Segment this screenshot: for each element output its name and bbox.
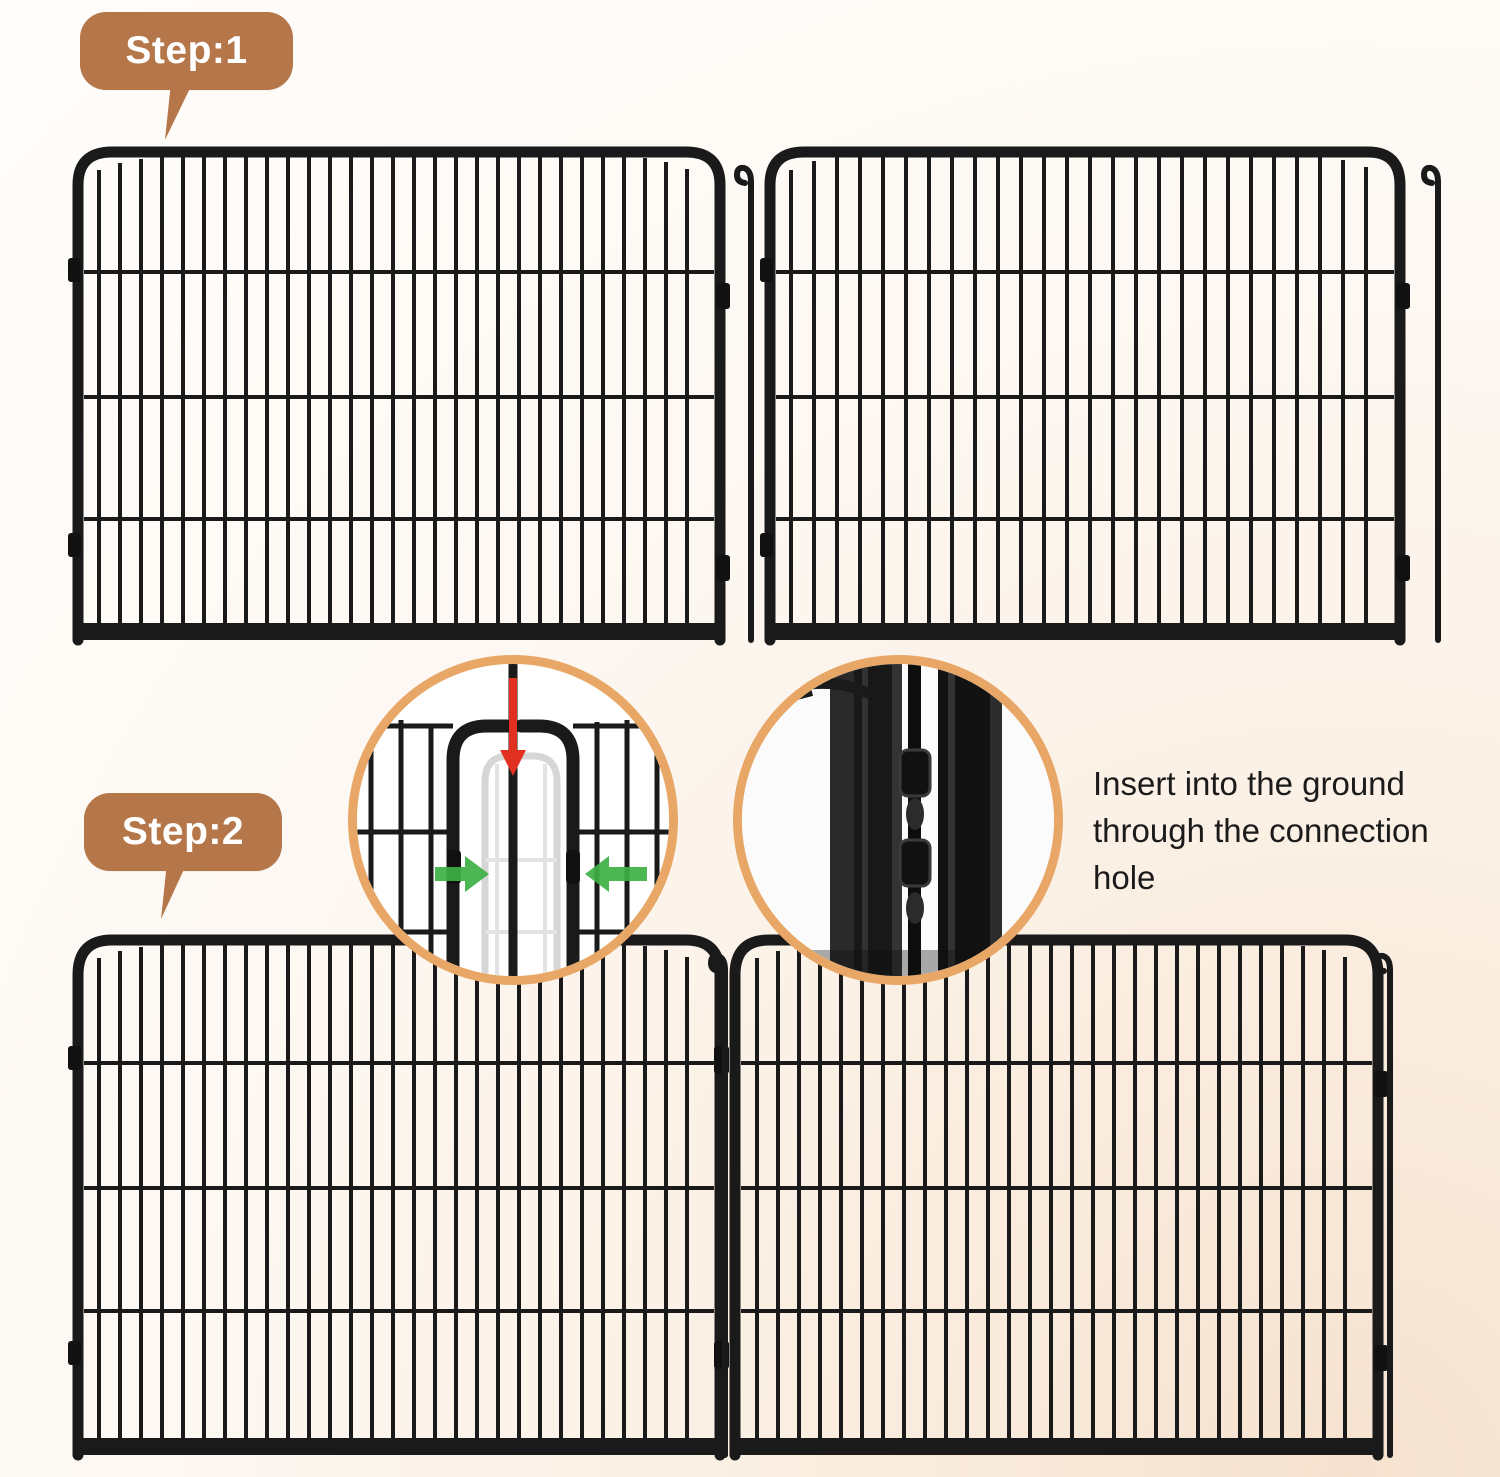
- instruction-text: Insert into the ground through the connection hole: [1093, 765, 1429, 896]
- step-1-bubble: [80, 12, 293, 90]
- magnifier-connection-art: [357, 664, 669, 976]
- step-2-bubble: [84, 793, 282, 871]
- ground-stake-top-right: [1424, 168, 1438, 640]
- magnifier-stake-art: [742, 664, 1054, 976]
- magnifier-stake-detail: [733, 655, 1063, 985]
- panel-top-left: [68, 152, 730, 640]
- magnifier-connection-detail: [348, 655, 678, 985]
- bubble-tail-icon: [165, 82, 203, 140]
- bubble-tail-icon: [161, 863, 197, 919]
- panel-top-right: [760, 152, 1410, 640]
- step-2-label: Step:2: [121, 810, 245, 853]
- panel-bottom-left: [68, 940, 720, 1455]
- step-1-label: Step:1: [125, 29, 248, 72]
- ground-stake-top-middle: [737, 168, 751, 640]
- panel-bottom-right: [735, 940, 1388, 1455]
